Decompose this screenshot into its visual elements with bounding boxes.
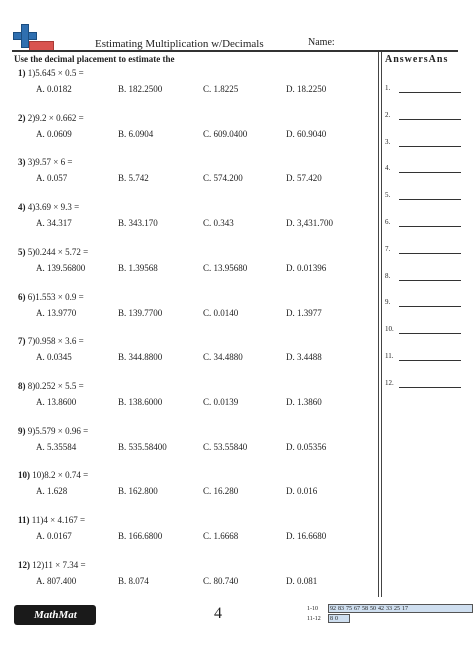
problem-prompt	[18, 470, 88, 480]
problem-prompt	[18, 157, 72, 167]
answer-blank-field[interactable]	[399, 253, 461, 254]
answer-blank-field[interactable]	[399, 172, 461, 173]
problem-item	[18, 202, 373, 244]
problem-prompt	[18, 202, 79, 212]
answer-blank-field[interactable]	[399, 333, 461, 334]
answer-number: 8.	[385, 271, 391, 280]
answer-number: 12.	[385, 378, 394, 387]
problem-expression: 7)0.958 × 3.6 =	[27, 336, 84, 347]
worksheet-title: Estimating Multiplication w/Decimals	[95, 38, 264, 50]
answer-choice[interactable]: D. 0.05356	[286, 441, 327, 452]
score-cell: 8	[330, 616, 333, 622]
page-number: 4	[214, 605, 222, 622]
answer-choice[interactable]: A. 0.0182	[36, 84, 72, 94]
answer-choice[interactable]: B. 182.2500	[118, 84, 163, 94]
problem-number: 3)	[18, 157, 26, 168]
problem-item	[18, 157, 373, 199]
answer-choice[interactable]: C. 53.55840	[203, 441, 248, 452]
answer-row	[385, 138, 465, 152]
problem-expression: 10)8.2 × 0.74 =	[32, 470, 89, 481]
answer-number: 10.	[385, 325, 394, 334]
problem-expression: 5)0.244 × 5.72 =	[27, 246, 89, 257]
answer-choice[interactable]: B. 5.742	[118, 173, 149, 184]
answers-column-title: AnswersAns	[385, 54, 449, 65]
answer-row	[385, 164, 465, 178]
problem-prompt	[18, 247, 88, 257]
answer-number: 2.	[385, 110, 391, 119]
problem-number: 1)	[18, 68, 26, 78]
problem-item	[18, 426, 373, 468]
answer-row	[385, 84, 465, 98]
answer-row	[385, 111, 465, 125]
problem-expression: 8)0.252 × 5.5 =	[27, 380, 84, 391]
problem-number: 7)	[18, 336, 26, 347]
score-cell: 67	[354, 606, 360, 612]
score-cell: 17	[402, 606, 408, 612]
problem-prompt	[18, 292, 84, 302]
score-cell: 58	[362, 606, 368, 612]
answer-blank-field[interactable]	[399, 92, 461, 93]
problem-item	[18, 336, 373, 378]
problem-prompt	[18, 68, 84, 78]
answer-number: 5.	[385, 191, 391, 200]
answer-choice[interactable]: A. 807.400	[36, 575, 77, 586]
answer-row	[385, 325, 465, 339]
problem-item	[18, 515, 373, 557]
answer-row	[385, 272, 465, 286]
worksheet-logo-icon	[12, 24, 54, 52]
answer-choice[interactable]: C. 0.0140	[203, 307, 239, 318]
answer-choice[interactable]: D. 60.9040	[286, 128, 327, 139]
answer-choice[interactable]: C. 13.95680	[203, 262, 248, 273]
answer-choice[interactable]: D. 3,431.700	[286, 218, 333, 229]
answer-choice[interactable]: A. 0.0609	[36, 128, 72, 139]
answer-row	[385, 191, 465, 205]
score-cells	[328, 614, 350, 623]
score-row-label: 1-10	[307, 606, 318, 612]
problem-item	[18, 292, 373, 334]
score-cell: 50	[370, 606, 376, 612]
problem-number: 2)	[18, 112, 26, 123]
problem-number: 10)	[18, 470, 30, 481]
score-cell: 92	[330, 606, 336, 612]
problem-prompt	[18, 336, 84, 346]
answer-choice[interactable]: A. 0.057	[36, 173, 68, 184]
answer-choice[interactable]: C. 16.280	[203, 486, 239, 497]
problem-prompt	[18, 113, 84, 123]
answer-choice[interactable]: B. 1.39568	[118, 262, 158, 273]
answer-choice[interactable]: D. 0.081	[286, 575, 318, 586]
problem-number: 6)	[18, 291, 26, 302]
answer-blank-field[interactable]	[399, 226, 461, 227]
answer-choice[interactable]: B. 343.170	[118, 218, 158, 229]
answer-choice[interactable]: D. 0.01396	[286, 262, 327, 273]
answer-blank-field[interactable]	[399, 146, 461, 147]
answer-choice[interactable]: D. 57.420	[286, 173, 322, 184]
mathmat-logo	[14, 605, 96, 625]
answer-choice[interactable]: B. 535.58400	[118, 441, 167, 452]
answer-choice[interactable]: C. 1.6668	[203, 531, 239, 541]
answer-number: 9.	[385, 298, 391, 307]
answer-choice[interactable]: A. 5.35584	[36, 441, 77, 452]
answer-choice[interactable]: A. 0.0167	[36, 531, 72, 541]
answer-choice[interactable]: B. 6.0904	[118, 128, 154, 139]
answer-row	[385, 298, 465, 312]
answer-choice[interactable]: C. 1.8225	[203, 84, 239, 94]
score-cell: 42	[378, 606, 384, 612]
problem-item	[18, 247, 373, 289]
answer-choice[interactable]: B. 139.7700	[118, 307, 163, 318]
problem-expression: 9)5.579 × 0.96 =	[27, 425, 89, 436]
score-cells	[328, 604, 473, 613]
problem-number: 9)	[18, 425, 26, 436]
problem-item	[18, 113, 373, 155]
answer-choice[interactable]: B. 166.6800	[118, 531, 163, 541]
score-row-label: 11-12	[307, 616, 321, 622]
problem-item	[18, 68, 373, 110]
answer-choice[interactable]: A. 0.0345	[36, 352, 72, 363]
answer-choice[interactable]: B. 8.074	[118, 575, 149, 586]
problem-number: 11)	[18, 515, 30, 525]
answer-blank-field[interactable]	[399, 360, 461, 361]
answer-number: 1.	[385, 84, 391, 92]
score-cell: 83	[338, 606, 344, 612]
answer-blank-field[interactable]	[399, 119, 461, 120]
problem-number: 12)	[18, 559, 30, 570]
answer-blank-field[interactable]	[399, 387, 461, 388]
problem-expression: 2)9.2 × 0.662 =	[27, 112, 84, 123]
answer-choice[interactable]: D. 0.016	[286, 486, 318, 497]
problem-prompt	[18, 560, 86, 570]
problem-expression: 6)1.553 × 0.9 =	[27, 291, 84, 302]
answer-row	[385, 245, 465, 259]
score-cell: 33	[386, 606, 392, 612]
answer-choice[interactable]: D. 3.4488	[286, 352, 322, 363]
answer-choice[interactable]: C. 34.4880	[203, 352, 243, 363]
answer-choice[interactable]: B. 344.8800	[118, 352, 163, 363]
answer-choice[interactable]: D. 16.6680	[286, 531, 327, 541]
problem-prompt	[18, 515, 85, 525]
answer-blank-field[interactable]	[399, 199, 461, 200]
problem-item	[18, 560, 373, 602]
answer-choice[interactable]: A. 13.8600	[36, 396, 77, 407]
problem-expression: 12)11 × 7.34 =	[32, 559, 86, 570]
instructions: Use the decimal placement to estimate the	[14, 54, 175, 64]
answer-choice[interactable]: D. 1.3977	[286, 307, 322, 318]
answer-row	[385, 352, 465, 366]
header-divider	[12, 50, 458, 52]
answer-blank-field[interactable]	[399, 280, 461, 281]
answer-choice[interactable]: B. 138.6000	[118, 396, 163, 407]
problem-number: 8)	[18, 380, 26, 391]
answer-number: 11.	[385, 352, 394, 360]
problem-expression: 1)5.645 × 0.5 =	[27, 68, 84, 78]
column-divider	[381, 52, 382, 597]
answer-choice[interactable]: A. 34.317	[36, 218, 72, 229]
problem-number: 4)	[18, 202, 26, 213]
answer-choice[interactable]: C. 80.740	[203, 575, 239, 586]
problem-item	[18, 381, 373, 423]
answer-number: 7.	[385, 244, 391, 253]
answer-row	[385, 218, 465, 232]
answer-number: 3.	[385, 137, 391, 146]
answer-number: 6.	[385, 218, 391, 226]
answer-choice[interactable]: B. 162.800	[118, 486, 158, 497]
column-divider	[378, 52, 379, 597]
answer-choice[interactable]: A. 13.9770	[36, 307, 77, 318]
logo-plus-vertical	[21, 24, 29, 48]
mathmat-logo-text: MathMat	[34, 609, 77, 621]
score-cell: 25	[394, 606, 400, 612]
score-cell: 0	[335, 616, 338, 622]
answer-choice[interactable]: D. 18.2250	[286, 84, 327, 94]
answer-choice[interactable]: A. 139.56800	[36, 262, 86, 273]
answer-blank-field[interactable]	[399, 306, 461, 307]
answer-choice[interactable]: D. 1.3860	[286, 396, 322, 407]
answer-number: 4.	[385, 164, 391, 173]
answer-choice[interactable]: C. 0.0139	[203, 396, 239, 407]
problem-prompt	[18, 426, 88, 436]
problem-number: 5)	[18, 246, 26, 257]
problem-expression: 11)4 × 4.167 =	[31, 515, 86, 525]
problem-item	[18, 470, 373, 512]
name-label: Name:	[308, 37, 335, 48]
problem-expression: 4)3.69 × 9.3 =	[27, 202, 80, 213]
score-cell: 75	[346, 606, 352, 612]
answer-choice[interactable]: A. 1.628	[36, 486, 68, 497]
problem-expression: 3)9.57 × 6 =	[27, 157, 73, 168]
problem-prompt	[18, 381, 84, 391]
answer-row	[385, 379, 465, 393]
answer-choice[interactable]: C. 574.200	[203, 173, 243, 184]
answer-choice[interactable]: C. 0.343	[203, 218, 234, 229]
answer-choice[interactable]: C. 609.0400	[203, 128, 248, 139]
